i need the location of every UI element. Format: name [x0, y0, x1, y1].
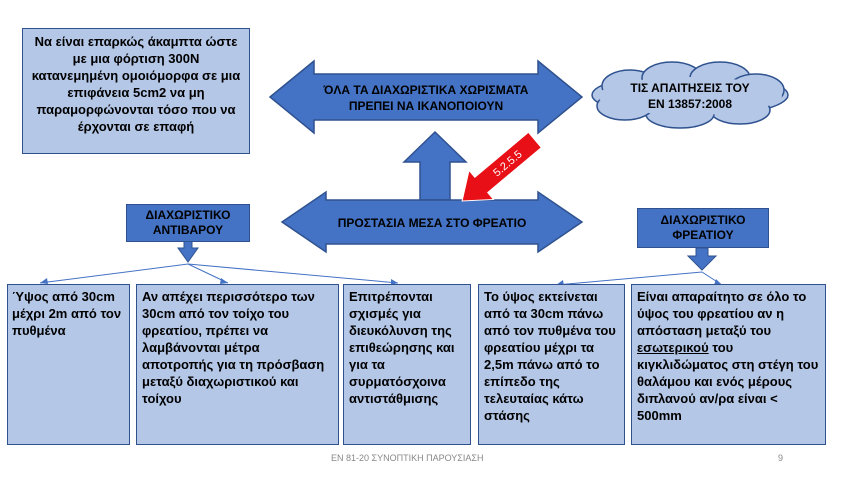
slots-allowed-text: Επιτρέπονται σχισμές για διευκόλυνση της επιθεώρησης και για τα συρματόσχοινα αντιστάθμισης [349, 289, 455, 406]
shaft-height-text: Το ύψος εκτείνεται από τα 30cm πάνω από τον πυθμένα του φρεατίου μέχρι τα 2,5m πάνω από το επίπεδο της τελευταίας κάτω στάσης [484, 289, 616, 423]
full-height-text-part2: του κιγκλιδώματος στη στέγη του θαλάμου και ενός μέρους διπλανού αν/ρα είναι < 500mm [637, 340, 819, 423]
full-height-requirement-box [631, 284, 826, 445]
slots-allowed-box [343, 284, 471, 445]
wall-distance-text: Αν απέχει περισσότερο των 30cm από τον τοίχο του φρεατίου, πρέπει να λαμβάνονται μέτρα αποτροπής για τη πρόσβαση μεταξύ διαχωριστικού και τοίχου [142, 289, 325, 406]
cloud-text: ΤΙΣ ΑΠΑΙΤΗΣΕΙΣ ΤΟΥ ΕΝ 13857:2008 [630, 81, 750, 111]
height-range-box [7, 284, 130, 445]
up-arrow [404, 132, 466, 200]
internal-underlined-word: εσωτερικού [637, 340, 709, 355]
wall-distance-box [136, 284, 339, 445]
full-height-text-part1: Είναι απαραίτητο σε όλο το ύψος του φρεατίου αν η απόσταση μεταξύ του [637, 289, 807, 338]
top-left-requirement-text: Να είναι επαρκώς άκαμπτα ώστε με μια φόρτιση 300Ν κατανεμημένη ομοιόμορφα σε μια επιφάνεια 5cm2 να μη παραμορφώνονται τόσο που να έρχονται σε επαφή [31, 34, 241, 134]
middle-arrow-text: ΠΡΟΣΤΑΣΙΑ ΜΕΣΑ ΣΤΟ ΦΡΕΑΤΙΟ [337, 216, 527, 230]
shaft-partition-header [637, 208, 769, 248]
top-left-requirement-box [22, 28, 250, 154]
shaft-height-box [478, 284, 625, 445]
left-header-down-arrow [178, 240, 198, 262]
clause-label: 5.2.5.5 [491, 148, 525, 180]
height-range-text: Ύψος από 30cm μέχρι 2m από τον πυθμένα [12, 289, 122, 338]
connector-lines [40, 264, 722, 285]
footer-title: ΕΝ 81-20 ΣΥΝΟΠΤΙΚΗ ΠΑΡΟΥΣΙΑΣΗ [331, 453, 484, 463]
shaft-partition-label: ΔΙΑΧΩΡΙΣΤΙΚΟ ΦΡΕΑΤΙΟΥ [660, 213, 746, 242]
right-header-down-arrow [688, 248, 716, 270]
counterweight-partition-label: ΔΙΑΧΩΡΙΣΤΙΚΟ ΑΝΤΙΒΑΡΟΥ [145, 208, 231, 237]
page-number: 9 [778, 453, 784, 463]
top-arrow-text: ΌΛΑ ΤΑ ΔΙΑΧΩΡΙΣΤΙΚΑ ΧΩΡΙΣΜΑΤΑ ΠΡΕΠΕΙ ΝΑ ΙΚΑΝΟΠΟΙΟΥΝ [323, 83, 529, 113]
counterweight-partition-header [126, 204, 250, 242]
